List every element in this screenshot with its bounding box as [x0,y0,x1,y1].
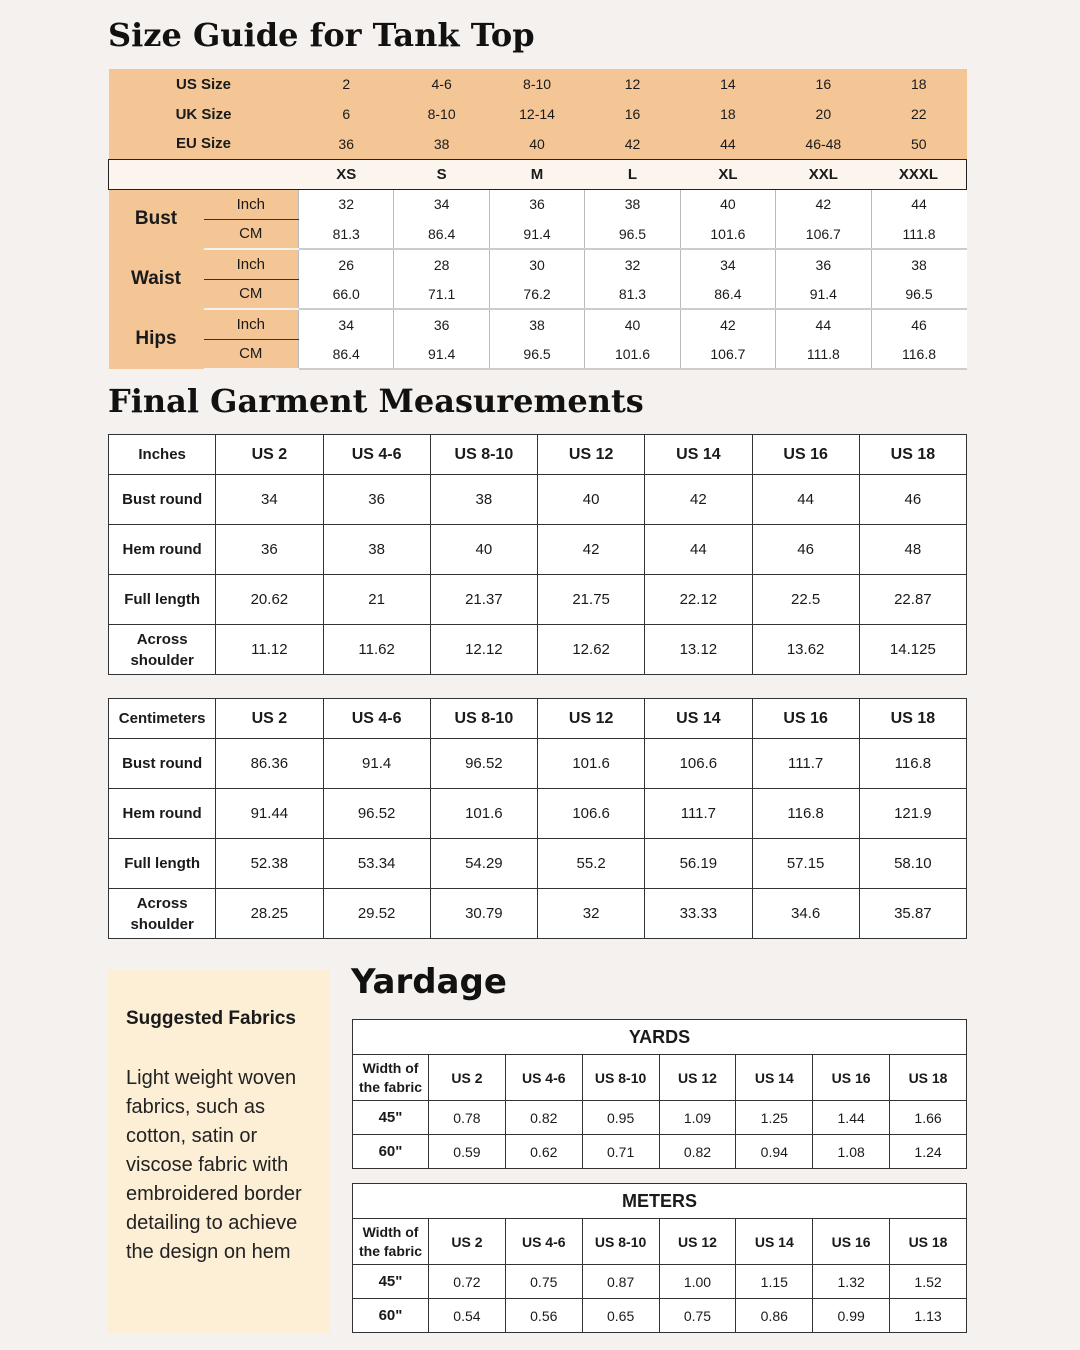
garment-row-label: Across shoulder [109,625,216,675]
size-header: US 16 [813,1219,890,1265]
yardage-value: 1.15 [736,1265,813,1299]
unit-label-inch: Inch [204,189,299,219]
garment-row-label: Full length [109,839,216,889]
garment-value: 86.36 [216,739,323,789]
garment-value: 22.12 [645,575,752,625]
letter-size-label: S [394,159,489,189]
measurement-value: 44 [871,189,966,219]
garment-row-label: Bust round [109,475,216,525]
size-value: 42 [585,129,680,159]
garment-value: 34.6 [752,889,859,939]
garment-value: 29.52 [323,889,430,939]
measurement-value: 32 [299,189,394,219]
yardage-value: 0.94 [736,1135,813,1169]
size-header: US 14 [736,1055,813,1101]
measurement-name: Bust [109,189,204,249]
unit-label-cm: CM [204,339,299,369]
yardage-value: 0.78 [429,1101,506,1135]
garment-row-label: Full length [109,575,216,625]
letter-size-label: XXXL [871,159,966,189]
size-value: 6 [299,99,394,129]
yardage-value: 0.56 [505,1299,582,1333]
measurement-value: 86.4 [299,339,394,369]
yardage-value: 0.75 [659,1299,736,1333]
size-header: US 4-6 [505,1219,582,1265]
size-value: 38 [394,129,489,159]
garment-row [109,625,967,675]
yardage-meters-table [352,1183,967,1333]
measurement-value: 101.6 [680,219,775,249]
garment-row [109,575,967,625]
garment-row [109,475,967,525]
unit-label-inch: Inch [204,249,299,279]
yardage-value: 1.44 [813,1101,890,1135]
garment-value: 40 [538,475,645,525]
size-system-label: UK Size [109,99,299,129]
yardage-value: 0.75 [505,1265,582,1299]
measurement-value: 32 [585,249,680,279]
measurement-value: 30 [489,249,584,279]
garment-value: 106.6 [645,739,752,789]
garment-row [109,839,967,889]
size-header: US 2 [216,699,323,739]
size-value: 18 [680,99,775,129]
yardage-value: 1.08 [813,1135,890,1169]
measurement-value: 42 [680,309,775,339]
size-value: 8-10 [394,99,489,129]
garment-value: 12.62 [538,625,645,675]
garment-value: 116.8 [859,739,966,789]
yardage-title: Yardage [351,962,507,1002]
garment-value: 58.10 [859,839,966,889]
measurement-name: Waist [109,249,204,309]
garment-value: 13.12 [645,625,752,675]
yardage-value: 0.54 [429,1299,506,1333]
garment-value: 44 [752,475,859,525]
blank-cell [109,159,299,189]
garment-value: 22.5 [752,575,859,625]
garment-value: 20.62 [216,575,323,625]
garment-value: 101.6 [538,739,645,789]
measurement-value: 111.8 [871,219,966,249]
size-value: 2 [299,69,394,99]
garment-value: 46 [752,525,859,575]
measurement-value: 111.8 [776,339,871,369]
garment-value: 91.44 [216,789,323,839]
garment-value: 54.29 [430,839,537,889]
measurement-value: 38 [871,249,966,279]
fabric-width-label: 60" [353,1299,429,1333]
size-conversion-row [109,69,967,99]
size-header: US 16 [813,1055,890,1101]
measurement-value: 26 [299,249,394,279]
measurement-value: 40 [680,189,775,219]
unit-label-cm: CM [204,279,299,309]
body-measurement-inch-row [109,309,967,339]
garment-value: 30.79 [430,889,537,939]
measurement-value: 36 [394,309,489,339]
measurement-value: 40 [585,309,680,339]
garment-value: 56.19 [645,839,752,889]
yardage-row [353,1101,967,1135]
size-header: US 16 [752,699,859,739]
yardage-header-row [353,1219,967,1265]
size-header: US 14 [645,435,752,475]
measurement-name: Hips [109,309,204,369]
measurement-value: 81.3 [585,279,680,309]
garment-value: 12.12 [430,625,537,675]
garment-value: 116.8 [752,789,859,839]
garment-value: 11.12 [216,625,323,675]
measurement-value: 86.4 [394,219,489,249]
size-header: US 8-10 [430,699,537,739]
size-value: 40 [489,129,584,159]
size-header: US 18 [859,435,966,475]
garment-header-row [109,435,967,475]
size-header: US 12 [659,1219,736,1265]
garment-value: 22.87 [859,575,966,625]
size-header: US 2 [429,1219,506,1265]
measurement-value: 106.7 [680,339,775,369]
measurement-value: 101.6 [585,339,680,369]
letter-size-label: L [585,159,680,189]
yardage-value: 1.66 [890,1101,967,1135]
yardage-caption: METERS [353,1184,967,1219]
yardage-caption: YARDS [353,1020,967,1055]
letter-size-header-row [109,159,967,189]
measurement-value: 91.4 [394,339,489,369]
body-measurement-cm-row [109,339,967,369]
yardage-value: 0.82 [659,1135,736,1169]
measurement-value: 91.4 [489,219,584,249]
body-measurement-inch-row [109,189,967,219]
garment-row [109,739,967,789]
garment-value: 36 [216,525,323,575]
size-value: 22 [871,99,966,129]
yardage-value: 0.95 [582,1101,659,1135]
garment-value: 96.52 [430,739,537,789]
letter-size-label: XXL [776,159,871,189]
garment-value: 38 [323,525,430,575]
size-value: 50 [871,129,966,159]
body-measurement-inch-row [109,249,967,279]
size-header: US 4-6 [505,1055,582,1101]
garment-value: 28.25 [216,889,323,939]
unit-label-inch: Inch [204,309,299,339]
suggested-fabrics-title: Suggested Fabrics [126,1008,296,1029]
size-header: US 8-10 [582,1055,659,1101]
yardage-value: 0.99 [813,1299,890,1333]
suggested-fabrics-text: Light weight woven fabrics, such as cotton, satin or viscose fabric with embroidered border detailing to achieve the design on hem [126,1067,302,1263]
garment-value: 55.2 [538,839,645,889]
unit-label-cm: CM [204,219,299,249]
measurement-value: 81.3 [299,219,394,249]
yardage-value: 0.71 [582,1135,659,1169]
garment-value: 21.37 [430,575,537,625]
size-header: US 2 [429,1055,506,1101]
garment-value: 11.62 [323,625,430,675]
yardage-value: 0.62 [505,1135,582,1169]
yardage-value: 0.86 [736,1299,813,1333]
body-measurement-cm-row [109,279,967,309]
garment-value: 42 [645,475,752,525]
garment-value: 111.7 [645,789,752,839]
size-conversion-row [109,129,967,159]
measurement-value: 76.2 [489,279,584,309]
letter-size-label: XS [299,159,394,189]
garment-inches-table [108,434,967,675]
garment-value: 46 [859,475,966,525]
yardage-value: 0.87 [582,1265,659,1299]
garment-value: 38 [430,475,537,525]
size-header: US 8-10 [582,1219,659,1265]
garment-value: 14.125 [859,625,966,675]
yardage-value: 1.00 [659,1265,736,1299]
garment-value: 101.6 [430,789,537,839]
garment-value: 121.9 [859,789,966,839]
yardage-value: 0.65 [582,1299,659,1333]
yardage-value: 1.24 [890,1135,967,1169]
measurement-value: 91.4 [776,279,871,309]
garment-value: 96.52 [323,789,430,839]
unit-header: Centimeters [109,699,216,739]
garment-value: 21 [323,575,430,625]
measurement-value: 28 [394,249,489,279]
size-guide-title: Size Guide for Tank Top [108,16,535,54]
yardage-value: 0.82 [505,1101,582,1135]
garment-row [109,525,967,575]
garment-value: 32 [538,889,645,939]
garment-value: 34 [216,475,323,525]
garment-row-label: Across shoulder [109,889,216,939]
garment-centimeters-table [108,698,967,939]
width-of-fabric-label: Width of the fabric [353,1219,429,1265]
size-value: 8-10 [489,69,584,99]
yardage-value: 1.13 [890,1299,967,1333]
size-header: US 4-6 [323,699,430,739]
garment-row-label: Hem round [109,525,216,575]
fabric-width-label: 45" [353,1265,429,1299]
size-guide-table [108,69,967,370]
measurement-value: 44 [776,309,871,339]
yardage-row [353,1265,967,1299]
yardage-row [353,1299,967,1333]
size-system-label: US Size [109,69,299,99]
measurement-value: 38 [585,189,680,219]
size-conversion-row [109,99,967,129]
letter-size-label: M [489,159,584,189]
unit-header: Inches [109,435,216,475]
measurement-value: 46 [871,309,966,339]
size-header: US 18 [859,699,966,739]
yardage-value: 1.32 [813,1265,890,1299]
size-header: US 12 [659,1055,736,1101]
garment-value: 40 [430,525,537,575]
measurement-value: 36 [489,189,584,219]
size-value: 4-6 [394,69,489,99]
size-value: 12-14 [489,99,584,129]
width-of-fabric-label: Width of the fabric [353,1055,429,1101]
measurement-value: 86.4 [680,279,775,309]
measurement-value: 96.5 [489,339,584,369]
letter-size-label: XL [680,159,775,189]
garment-value: 42 [538,525,645,575]
size-value: 12 [585,69,680,99]
garment-row-label: Bust round [109,739,216,789]
garment-value: 13.62 [752,625,859,675]
measurement-value: 96.5 [585,219,680,249]
measurement-value: 106.7 [776,219,871,249]
garment-value: 52.38 [216,839,323,889]
yardage-caption-row [353,1020,967,1055]
garment-row [109,789,967,839]
measurement-value: 34 [299,309,394,339]
size-value: 16 [776,69,871,99]
yardage-value: 1.25 [736,1101,813,1135]
suggested-fabrics-panel [108,970,330,1333]
garment-row [109,889,967,939]
size-value: 16 [585,99,680,129]
size-header: US 18 [890,1219,967,1265]
yardage-value: 0.72 [429,1265,506,1299]
garment-value: 36 [323,475,430,525]
yardage-value: 1.09 [659,1101,736,1135]
measurement-value: 34 [680,249,775,279]
garment-value: 35.87 [859,889,966,939]
measurement-value: 42 [776,189,871,219]
yardage-header-row [353,1055,967,1101]
garment-value: 21.75 [538,575,645,625]
measurement-value: 96.5 [871,279,966,309]
yardage-value: 0.59 [429,1135,506,1169]
size-value: 20 [776,99,871,129]
size-header: US 14 [645,699,752,739]
yardage-row [353,1135,967,1169]
size-value: 18 [871,69,966,99]
measurement-value: 38 [489,309,584,339]
size-system-label: EU Size [109,129,299,159]
garment-value: 44 [645,525,752,575]
measurement-value: 116.8 [871,339,966,369]
garment-value: 111.7 [752,739,859,789]
garment-value: 106.6 [538,789,645,839]
measurement-value: 71.1 [394,279,489,309]
garment-header-row [109,699,967,739]
garment-row-label: Hem round [109,789,216,839]
measurement-value: 36 [776,249,871,279]
garment-value: 48 [859,525,966,575]
size-value: 36 [299,129,394,159]
garment-value: 57.15 [752,839,859,889]
yardage-caption-row [353,1184,967,1219]
yardage-yards-table [352,1019,967,1169]
size-header: US 12 [538,699,645,739]
yardage-value: 1.52 [890,1265,967,1299]
garment-value: 91.4 [323,739,430,789]
size-header: US 2 [216,435,323,475]
size-header: US 8-10 [430,435,537,475]
fabric-width-label: 60" [353,1135,429,1169]
size-value: 44 [680,129,775,159]
measurement-value: 66.0 [299,279,394,309]
size-value: 46-48 [776,129,871,159]
size-header: US 14 [736,1219,813,1265]
garment-value: 53.34 [323,839,430,889]
garment-value: 33.33 [645,889,752,939]
measurement-value: 34 [394,189,489,219]
size-header: US 16 [752,435,859,475]
size-value: 14 [680,69,775,99]
garment-measurements-title: Final Garment Measurements [108,382,644,420]
body-measurement-cm-row [109,219,967,249]
size-header: US 4-6 [323,435,430,475]
fabric-width-label: 45" [353,1101,429,1135]
size-header: US 12 [538,435,645,475]
size-header: US 18 [890,1055,967,1101]
